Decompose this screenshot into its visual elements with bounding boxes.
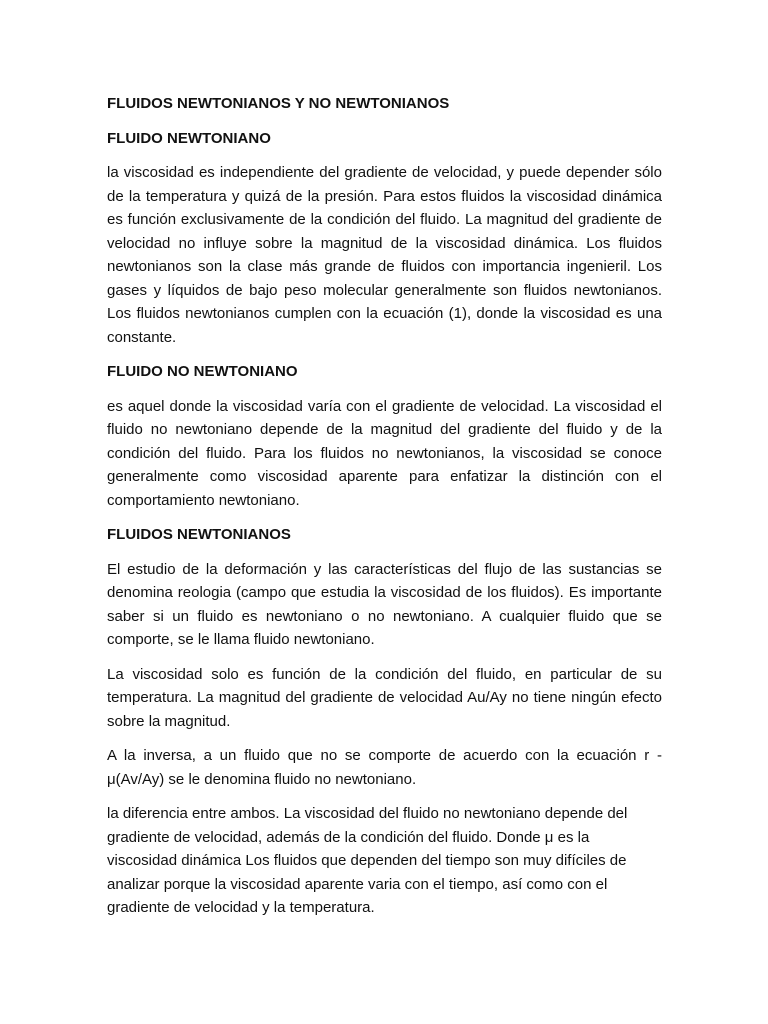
paragraph-viscosidad-condicion: La viscosidad solo es función de la condición del fluido, en particular de su temperatura. La magnitud del gradiente de velocidad Au/Ay no tiene ningún efecto sobre la magnitud. (107, 665, 662, 730)
section-heading-fluido-newtoniano: FLUIDO NEWTONIANO (107, 129, 271, 147)
paragraph-reologia: El estudio de la deformación y las características del flujo de las sustancias se denomina reologia (campo que estudia la viscosidad de los fluidos). Es importante saber si un fluido es newtoniano o no newtoniano. A cualquier fluido que se comporte, se le llama fluido newtoniano. (107, 560, 662, 648)
paragraph-diferencia: la diferencia entre ambos. La viscosidad del fluido no newtoniano depende del gradiente de velocidad, además de la condición del fluido. Donde μ es la viscosidad dinámica Los fluidos que dependen del tiempo son muy difíciles de analizar porque la viscosidad aparente varia con el tiempo, así como con el gradiente de velocidad y la temperatura. (107, 805, 628, 916)
paragraph-fluido-no-newtoniano: es aquel donde la viscosidad varía con el gradiente de velocidad. La viscosidad el fluido no newtoniano depende de la magnitud del gradiente del fluido y de la condición del fluido. Para los fluidos no newtonianos, la viscosidad se conoce generalmente como viscosidad aparente para enfatizar la distinción con el comportamiento newtoniano. (107, 397, 662, 509)
document-page (107, 92, 662, 931)
paragraph-a-la-inversa: A la inversa, a un fluido que no se comporte de acuerdo con la ecuación r - μ(Av/Ay) se le denomina fluido no newtoniano. (107, 747, 662, 788)
document-title: FLUIDOS NEWTONIANOS Y NO NEWTONIANOS (107, 95, 450, 112)
section-heading-fluidos-newtonianos: FLUIDOS NEWTONIANOS (107, 526, 291, 543)
section-heading-fluido-no-newtoniano: FLUIDO NO NEWTONIANO (107, 363, 298, 380)
paragraph-fluido-newtoniano: la viscosidad es independiente del gradiente de velocidad, y puede depender sólo de la temperatura y quizá de la presión. Para estos fluidos la viscosidad dinámica es función exclusivamente de la condición del fluido. La magnitud del gradiente de velocidad no influye sobre la magnitud de la viscosidad dinámica. Los fluidos newtonianos son la clase más grande de fluidos con importancia ingenieril. Los gases y líquidos de bajo peso molecular generalmente son fluidos newtonianos. Los fluidos newtonianos cumplen con la ecuación (1), donde la viscosidad es una constante. (107, 164, 662, 346)
